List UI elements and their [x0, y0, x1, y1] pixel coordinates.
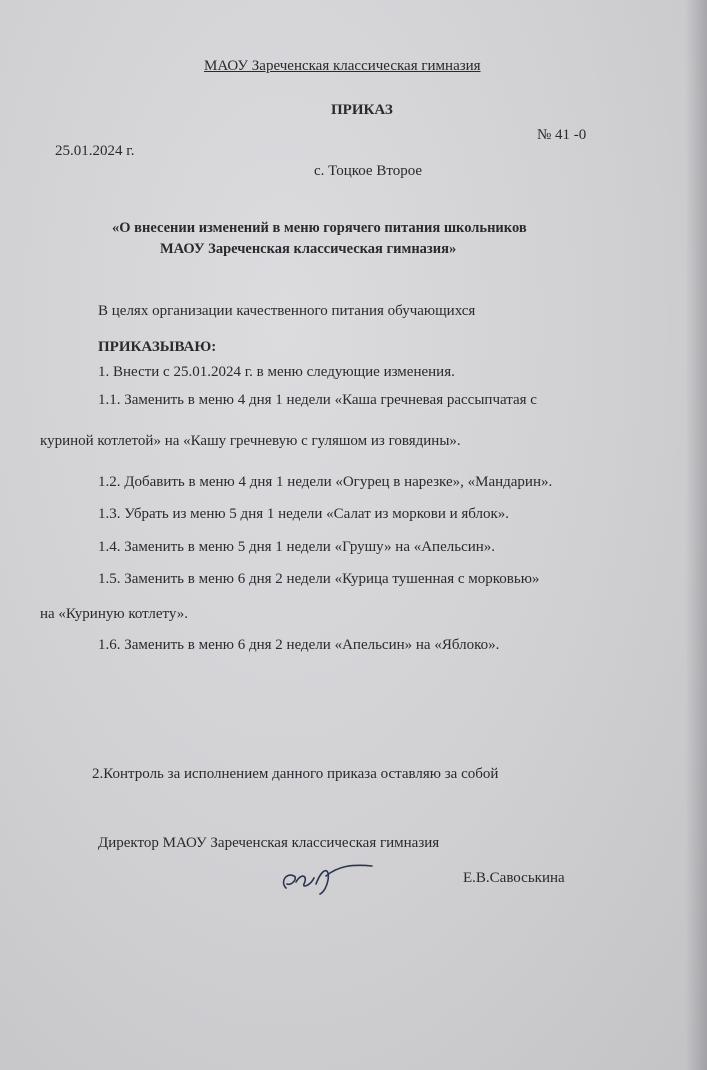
item-1-4: 1.4. Заменить в меню 5 дня 1 недели «Грушу» на «Апельсин». [98, 539, 496, 555]
item-1-1-line-1: 1.1. Заменить в меню 4 дня 1 недели «Каша гречневая рассыпчатая с [98, 392, 537, 408]
institution-header: МАОУ Зареченская классическая гимназия [204, 58, 481, 74]
director-position: Директор МАОУ Зареченская классическая гимназия [98, 835, 440, 851]
item-1-1-line-2: куриной котлетой» на «Кашу гречневую с гуляшом из говядины». [40, 433, 461, 449]
item-1-6: 1.6. Заменить в меню 6 дня 2 недели «Апельсин» на «Яблоко». [98, 637, 500, 653]
subject-line-2: МАОУ Зареченская классическая гимназия» [160, 241, 457, 257]
signature-icon [272, 858, 382, 898]
order-word: ПРИКАЗЫВАЮ: [98, 339, 217, 355]
item-1-2: 1.2. Добавить в меню 4 дня 1 недели «Огурец в нарезке», «Мандарин». [98, 474, 553, 490]
order-date: 25.01.2024 г. [55, 143, 135, 159]
document-title: ПРИКАЗ [331, 102, 393, 118]
intro-paragraph: В целях организации качественного питания обучающихся [98, 303, 476, 319]
place-of-issue: с. Тоцкое Второе [314, 163, 423, 179]
director-name: Е.В.Савоськина [463, 870, 565, 886]
order-number: № 41 -0 [537, 127, 587, 143]
item-1-3: 1.3. Убрать из меню 5 дня 1 недели «Салат из моркови и яблок». [98, 506, 510, 522]
item-2: 2.Контроль за исполнением данного приказа оставляю за собой [92, 766, 499, 782]
subject-line-1: «О внесении изменений в меню горячего питания школьников [112, 220, 527, 236]
item-1-5-line-2: на «Куриную котлету». [40, 606, 188, 622]
item-1-5-line-1: 1.5. Заменить в меню 6 дня 2 недели «Курица тушенная с морковью» [98, 571, 540, 587]
item-1: 1. Внести с 25.01.2024 г. в меню следующие изменения. [98, 364, 455, 380]
page-edge-shadow [685, 0, 707, 1070]
